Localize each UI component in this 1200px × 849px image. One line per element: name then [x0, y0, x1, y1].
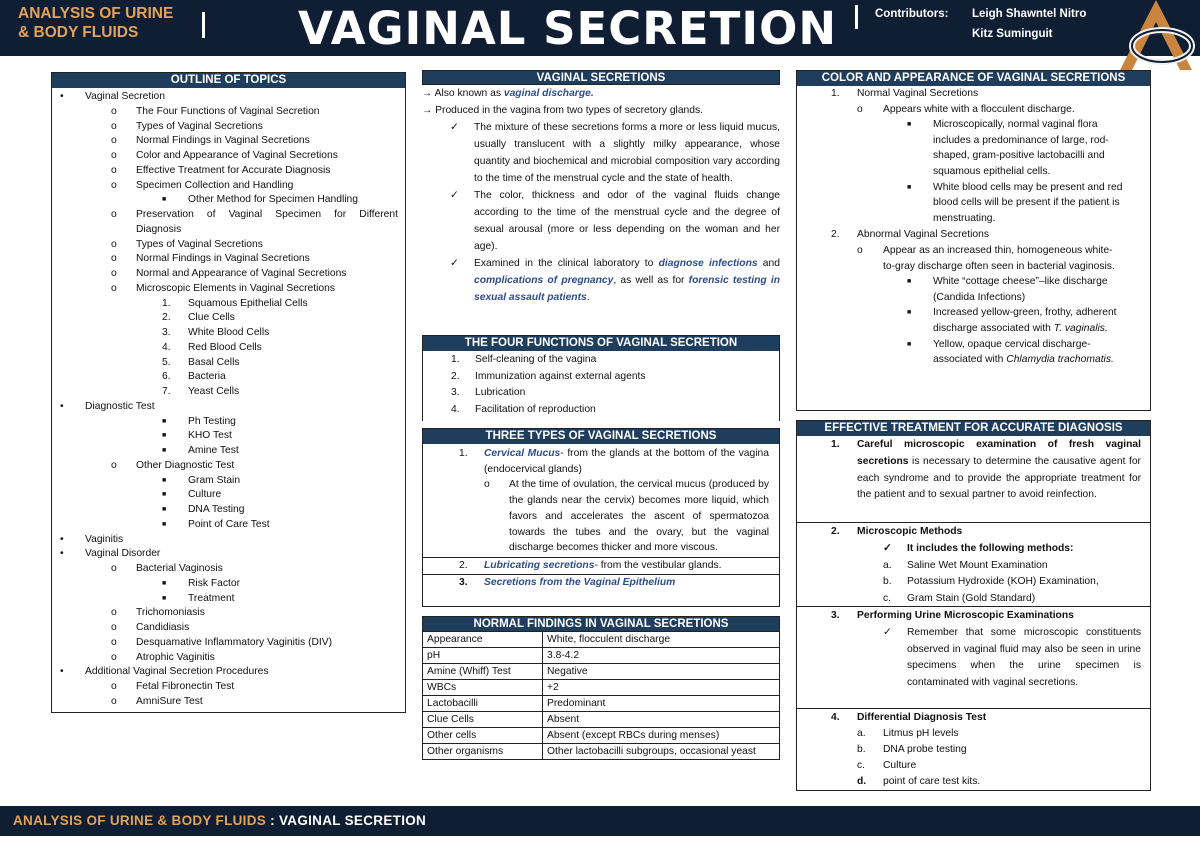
header-divider: [202, 12, 205, 38]
list-item: 4. Facilitation of reproduction: [451, 404, 596, 416]
table-cell: Absent (except RBCs during menses): [543, 728, 780, 744]
outline-item[interactable]: Types of Vaginal Secretions: [136, 120, 263, 132]
header-subject: [18, 4, 173, 42]
check-item: ✓ Examined in the clinical laboratory to diagnose infections and complications of pregnancy, as well as for forensic testing in sexual assault patients.: [422, 255, 780, 306]
checkmark-icon: ✓: [883, 542, 892, 554]
aka-line: → Also known as vaginal discharge.: [422, 88, 594, 99]
list-item: a. Litmus pH levels: [857, 728, 959, 739]
contributors-names: [972, 4, 1086, 44]
outline-item[interactable]: Ph Testing: [188, 415, 236, 427]
effective-treatment-section: [796, 420, 1151, 791]
normal-findings-title: NORMAL FINDINGS IN VAGINAL SECRETIONS: [422, 616, 780, 631]
list-item: ■ White blood cells may be present and red blood cells will be present if the patient is menstruating.: [907, 181, 1123, 224]
outline-item[interactable]: Desquamative Inflammatory Vaginitis (DIV): [136, 636, 333, 648]
table-row: [423, 680, 780, 696]
check-item: ✓ Remember that some microscopic constituents observed in vaginal fluid may also be seen in urine specimens when the urine specimen is contaminated with vaginal secretions.: [883, 626, 1141, 689]
checkmark-icon: ✓: [883, 626, 892, 638]
list-item: 2. Immunization against external agents: [451, 370, 646, 382]
outline-item[interactable]: Atrophic Vaginitis: [136, 651, 215, 663]
list-item: 3. Secretions from the Vaginal Epithelium: [423, 574, 779, 591]
table-cell: Other lactobacilli subgroups, occasional yeast: [543, 744, 780, 760]
table-row: [423, 712, 780, 728]
list-item: o Appears white with a flocculent discharge.: [857, 103, 1075, 115]
outline-item[interactable]: Yeast Cells: [188, 386, 240, 397]
header-divider: [855, 5, 858, 29]
list-item: b. DNA probe testing: [857, 744, 967, 755]
table-cell: pH: [423, 648, 543, 664]
table-cell: Negative: [543, 664, 780, 680]
effective-treatment-title: EFFECTIVE TREATMENT FOR ACCURATE DIAGNOSIS: [797, 421, 1150, 436]
outline-item[interactable]: Normal and Appearance of Vaginal Secretions: [136, 268, 347, 279]
list-item: 1. Self-cleaning of the vagina: [451, 354, 597, 365]
outline-item[interactable]: Specimen Collection and Handling: [136, 179, 294, 191]
list-item: c. Culture: [857, 760, 917, 771]
list-item: ■ Yellow, opaque cervical discharge-associated with Chlamydia trachomatis.: [907, 338, 1114, 366]
outline-item[interactable]: Risk Factor: [188, 577, 241, 589]
outline-item[interactable]: Types of Vaginal Secretions: [136, 238, 263, 250]
outline-item[interactable]: Vaginal Secretion: [85, 91, 165, 102]
four-functions-section: [422, 335, 780, 421]
table-row: [423, 664, 780, 680]
outline-item[interactable]: KHO Test: [188, 430, 232, 442]
outline-item[interactable]: Additional Vaginal Secretion Procedures: [85, 666, 269, 678]
outline-item[interactable]: Diagnosis: [136, 223, 182, 235]
list-item: 1. Normal Vaginal Secretions: [831, 88, 979, 99]
table-row: [423, 744, 780, 760]
outline-item[interactable]: Color and Appearance of Vaginal Secretions: [136, 150, 338, 161]
outline-item[interactable]: Vaginal Disorder: [85, 548, 161, 560]
outline-item[interactable]: Clue Cells: [188, 312, 235, 324]
outline-item[interactable]: Bacteria: [188, 371, 226, 383]
outline-item[interactable]: Point of Care Test: [188, 518, 270, 530]
list-item: 2. Microscopic Methods: [831, 526, 963, 537]
outline-list: • Vaginal Secretion o The Four Functions of Vaginal Secretion o Types of Vaginal Secretions o Normal Findings in Vaginal Secretions o Color and Appearance of Vaginal Secretions o Effective Treatment for Accurate Diagnosis o Specimen Collection and Handling ■ Other Method for Specimen Handling o Preservation of Vaginal Specimen for Different Diagnosis o Types of Vaginal Secretions o Normal Findings in Vaginal Secretions o Normal and Appearance of Vaginal Secretions o Microscopic Elements in Vaginal Secretions 1. Squamous Epithelial Cells 2. Clue Cells 3. White Blood Cells 4. Red Blood Cells 5. Basal Cells 6. Bacteria 7. Yeast Cells • Diagnostic Test ■ Ph Testing ■ KHO Test ■ Amine Test o Other Diagnostic Test ■ Gram Stain ■ Culture ■ DNA Testing ■ Point of Care Test • Vaginitis • Vaginal Disorder o Bacterial Vaginosis ■ Risk Factor ■ Treatment o Trichomoniasis o Candidiasis o Desquamative Inflammatory Vaginitis (DIV) o Atrophic Vaginitis • Additional Vaginal Secretion Procedures o Fetal Fibronectin Test o AmniSure Test: [52, 88, 405, 710]
outline-item[interactable]: The Four Functions of Vaginal Secretion: [136, 105, 320, 117]
list-item: ■ White “cottage cheese”–like discharge (Candida Infections): [907, 276, 1108, 303]
outline-item[interactable]: Treatment: [188, 592, 235, 604]
list-item: 1. Cervical Mucus- from the glands at the bottom of the vagina (endocervical glands): [459, 448, 769, 475]
outline-item[interactable]: Basal Cells: [188, 356, 240, 368]
list-item: o At the time of ovulation, the cervical mucus (produced by the glands near the cervix) becomes more liquid, which favors and accelerates the ascent of spermatozoa towards the tubes and the ovary, but the vaginal discharge becomes thicker and more viscous.: [484, 479, 769, 554]
outline-item[interactable]: Normal Findings in Vaginal Secretions: [136, 253, 310, 265]
table-row: [423, 728, 780, 744]
footer-text: ANALYSIS OF URINE & BODY FLUIDS : VAGINAL SECRETION: [13, 813, 427, 828]
outline-title: OUTLINE OF TOPICS: [52, 73, 405, 88]
outline-item[interactable]: Microscopic Elements in Vaginal Secretions: [136, 282, 335, 294]
outline-item[interactable]: Vaginitis: [85, 533, 124, 545]
outline-item[interactable]: Amine Test: [188, 445, 239, 456]
list-item: b. Potassium Hydroxide (KOH) Examination,: [883, 576, 1099, 588]
outline-item[interactable]: Red Blood Cells: [188, 341, 262, 353]
checkmark-icon: ✓: [450, 122, 459, 133]
table-cell: Lactobacilli: [423, 696, 543, 712]
list-item: 2. Abnormal Vaginal Secretions: [831, 229, 990, 241]
table-cell: Absent: [543, 712, 780, 728]
outline-item[interactable]: AmniSure Test: [136, 695, 203, 707]
outline-item[interactable]: Other Method for Specimen Handling: [188, 194, 358, 206]
color-appearance-title: COLOR AND APPEARANCE OF VAGINAL SECRETIONS: [797, 71, 1150, 86]
check-item: ✓ It includes the following methods:: [797, 541, 1150, 558]
list-item: ■ Increased yellow-green, frothy, adherent discharge associated with T. vaginalis.: [907, 307, 1117, 334]
outline-item[interactable]: Bacterial Vaginosis: [136, 563, 223, 574]
check-item: ✓ The color, thickness and odor of the vaginal fluids change according to the time of the menstrual cycle and the degree of sexual arousal (more or less depending on the woman and her age).: [422, 187, 780, 255]
outline-item[interactable]: DNA Testing: [188, 504, 245, 515]
outline-item[interactable]: Gram Stain: [188, 474, 241, 486]
color-appearance-section: [796, 70, 1151, 411]
list-item: ■ Microscopically, normal vaginal flora includes a predominance of large, rod-shaped, gram-positive lactobacilli and squamous epithelial cells.: [907, 119, 1109, 177]
vaginal-secretions-section: [422, 70, 780, 306]
outline-item[interactable]: Other Diagnostic Test: [136, 459, 235, 471]
list-item: 3. Performing Urine Microscopic Examinations: [831, 610, 1074, 621]
list-item: c. Gram Stain (Gold Standard): [883, 593, 1036, 605]
normal-findings-table: [422, 631, 780, 760]
list-item: d. point of care test kits.: [857, 776, 981, 787]
contributor-name: Kitz Suminguit: [972, 28, 1053, 40]
outline-item[interactable]: Fetal Fibronectin Test: [136, 681, 235, 692]
outline-item[interactable]: Squamous Epithelial Cells: [188, 297, 308, 309]
normal-findings-section: [422, 616, 780, 760]
table-cell: Amine (Whiff) Test: [423, 664, 543, 680]
check-item: ✓ The mixture of these secretions forms a more or less liquid mucus, usually translucent with a slightly milky appearance, whose quantity and biochemical and microbial composition vary according to the time of the menstrual cycle and the state of health.: [422, 119, 780, 187]
contributor-name: Leigh Shawntel Nitro: [972, 8, 1087, 20]
header-subject-line1: ANALYSIS OF URINE: [18, 5, 174, 22]
table-cell: WBCs: [423, 680, 543, 696]
page-title: VAGINAL SECRETION: [298, 2, 838, 55]
table-cell: +2: [543, 680, 780, 696]
table-row: [423, 696, 780, 712]
outline-item[interactable]: Effective Treatment for Accurate Diagnosis: [136, 164, 331, 176]
outline-item[interactable]: Trichomoniasis: [136, 607, 205, 619]
logo-icon: [1112, 0, 1200, 70]
table-cell: White, flocculent discharge: [543, 632, 780, 648]
four-functions-title: THE FOUR FUNCTIONS OF VAGINAL SECRETION: [423, 336, 779, 351]
table-row: [423, 648, 780, 664]
table-cell: Appearance: [423, 632, 543, 648]
outline-item[interactable]: Preservation of Vaginal Specimen for Different: [136, 209, 398, 220]
contributors-label: Contributors:: [875, 8, 949, 20]
table-row: [423, 632, 780, 648]
outline-item[interactable]: Normal Findings in Vaginal Secretions: [136, 135, 310, 147]
checkmark-icon: ✓: [450, 190, 459, 201]
list-item: o Appear as an increased thin, homogeneous white-to-gray discharge often seen in bacterial vaginosis.: [857, 244, 1115, 272]
table-cell: Predominant: [543, 696, 780, 712]
header-subject-line2: & BODY FLUIDS: [18, 24, 139, 41]
page-header: [0, 0, 1200, 56]
list-item: 3. Lubrication: [451, 387, 526, 399]
three-types-title: THREE TYPES OF VAGINAL SECRETIONS: [423, 429, 779, 444]
outline-item[interactable]: White Blood Cells: [188, 327, 270, 338]
vaginal-secretions-title: VAGINAL SECRETIONS: [422, 70, 780, 85]
list-item: 1. Careful microscopic examination of fresh vaginal secretions is necessary to determine the causative agent for each syndrome and to provide the appropriate treatment for the patient and to sexual partner to avoid reinfection.: [831, 439, 1141, 501]
table-cell: Other organisms: [423, 744, 543, 760]
produced-line: → Produced in the vagina from two types of secretory glands.: [422, 105, 704, 116]
table-cell: 3.8-4.2: [543, 648, 780, 664]
outline-item[interactable]: Culture: [188, 489, 222, 501]
outline-of-topics: [51, 72, 406, 713]
three-types-section: [422, 428, 780, 607]
page-footer: [0, 806, 1200, 836]
checkmark-icon: ✓: [450, 258, 459, 269]
list-item: 4. Differential Diagnosis Test: [831, 712, 987, 723]
table-cell: Other cells: [423, 728, 543, 744]
table-cell: Clue Cells: [423, 712, 543, 728]
list-item: 2. Lubricating secretions- from the vestibular glands.: [423, 557, 779, 574]
outline-item[interactable]: Diagnostic Test: [85, 400, 155, 412]
outline-item[interactable]: Candidiasis: [136, 622, 190, 633]
list-item: a. Saline Wet Mount Examination: [883, 559, 1048, 571]
